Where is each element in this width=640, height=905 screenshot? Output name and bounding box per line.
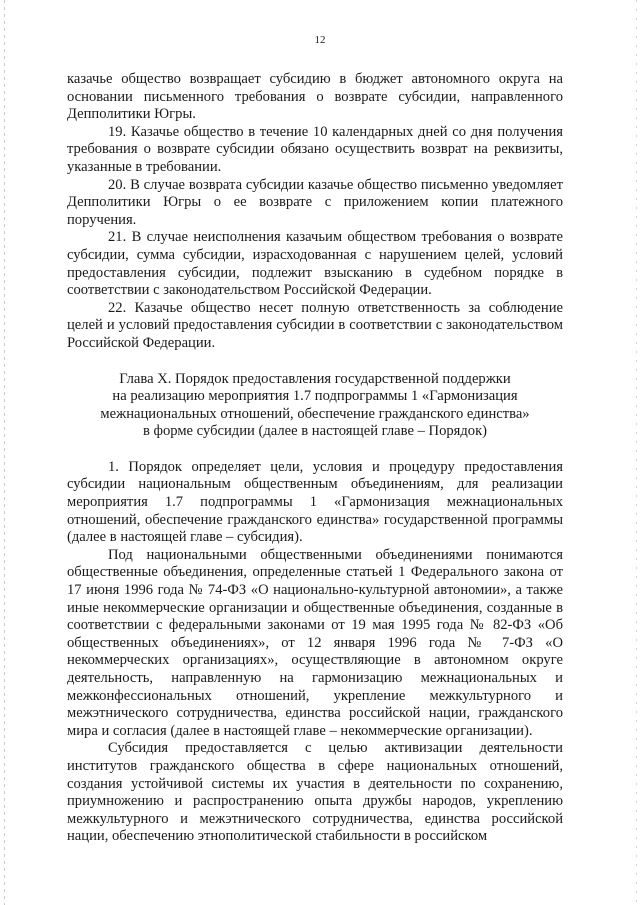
chapter-heading-line: в форме субсидии (далее в настоящей главе – Порядок) xyxy=(142,423,488,440)
paragraph-item-19: 19. Казачье общество в течение 10 календарных дней со дня получения требования о возврате субсидии обязано осуществить возврат на реквизиты, указанные в требовании. xyxy=(67,123,563,175)
paragraph-item-20: 20. В случае возврата субсидии казачье общество письменно уведомляет Депполитики Югры о ее возврате с приложением копии платежного поручения. xyxy=(67,176,563,228)
page-body xyxy=(67,71,563,846)
paragraph-definition: Под национальными общественными объединениями понимаются общественные объединения, определенные статьей 1 Федерального закона от 17 июня 1996 года № 74-ФЗ «О национально-культурной автономии», а также иные некоммерческие организации и общественные объединения, созданные в соответствии с федеральными законами от 19 мая 1995 года № 82-ФЗ «Об общественных объединениях», от 12 января 1996 года № 7-ФЗ «О некоммерческих организациях», осуществляющие в автономном округе деятельность, направленную на гармонизацию межнациональных и межконфессиональных отношений, укрепление межкультурного и межэтнического сотрудничества, единства российской нации, гражданского мира и согласия (далее в настоящей главе – некоммерческие организации). xyxy=(67,546,563,739)
chapter-heading xyxy=(67,371,563,441)
scan-edge-right xyxy=(636,0,637,905)
paragraph-continuation: казачье общество возвращает субсидию в бюджет автономного округа на основании письменного требования о возврате субсидии, направленного Депполитики Югры. xyxy=(67,71,563,123)
paragraph-purpose: Субсидия предоставляется с целью активизации деятельности институтов гражданского общества в сфере национальных отношений, создания устойчивой системы их участия в деятельности по сохранению, приумножению и распространению опыта дружбы народов, укреплению межкультурного и межэтнического сотрудничества, единства российской нации, обеспечению этнополитической стабильности в российском xyxy=(67,740,563,845)
chapter-heading-line: Глава X. Порядок предоставления государственной поддержки xyxy=(119,370,511,387)
chapter-heading-line: межнациональных отношений, обеспечение гражданского единства» xyxy=(100,405,530,422)
chapter-heading-line: на реализацию мероприятия 1.7 подпрограммы 1 «Гармонизация xyxy=(112,388,518,405)
paragraph-item-1: 1. Порядок определяет цели, условия и процедуру предоставления субсидии национальным общественным объединениям, для реализации мероприятия 1.7 подпрограммы 1 «Гармонизация межнациональных отношений, обеспечение гражданского единства» государственной программы (далее в настоящей главе – субсидия). xyxy=(67,458,563,546)
scan-edge-left xyxy=(4,0,5,905)
page-number: 12 xyxy=(314,34,326,46)
paragraph-item-21: 21. В случае неисполнения казачьим обществом требования о возврате субсидии, сумма субсидии, израсходованная с нарушением целей, условий предоставления субсидии, подлежит взысканию в судебном порядке в соответствии с законодательством Российской Федерации. xyxy=(67,229,563,299)
paragraph-item-22: 22. Казачье общество несет полную ответственность за соблюдение целей и условий предоставления субсидии в соответствии с законодательством Российской Федерации. xyxy=(67,299,563,351)
